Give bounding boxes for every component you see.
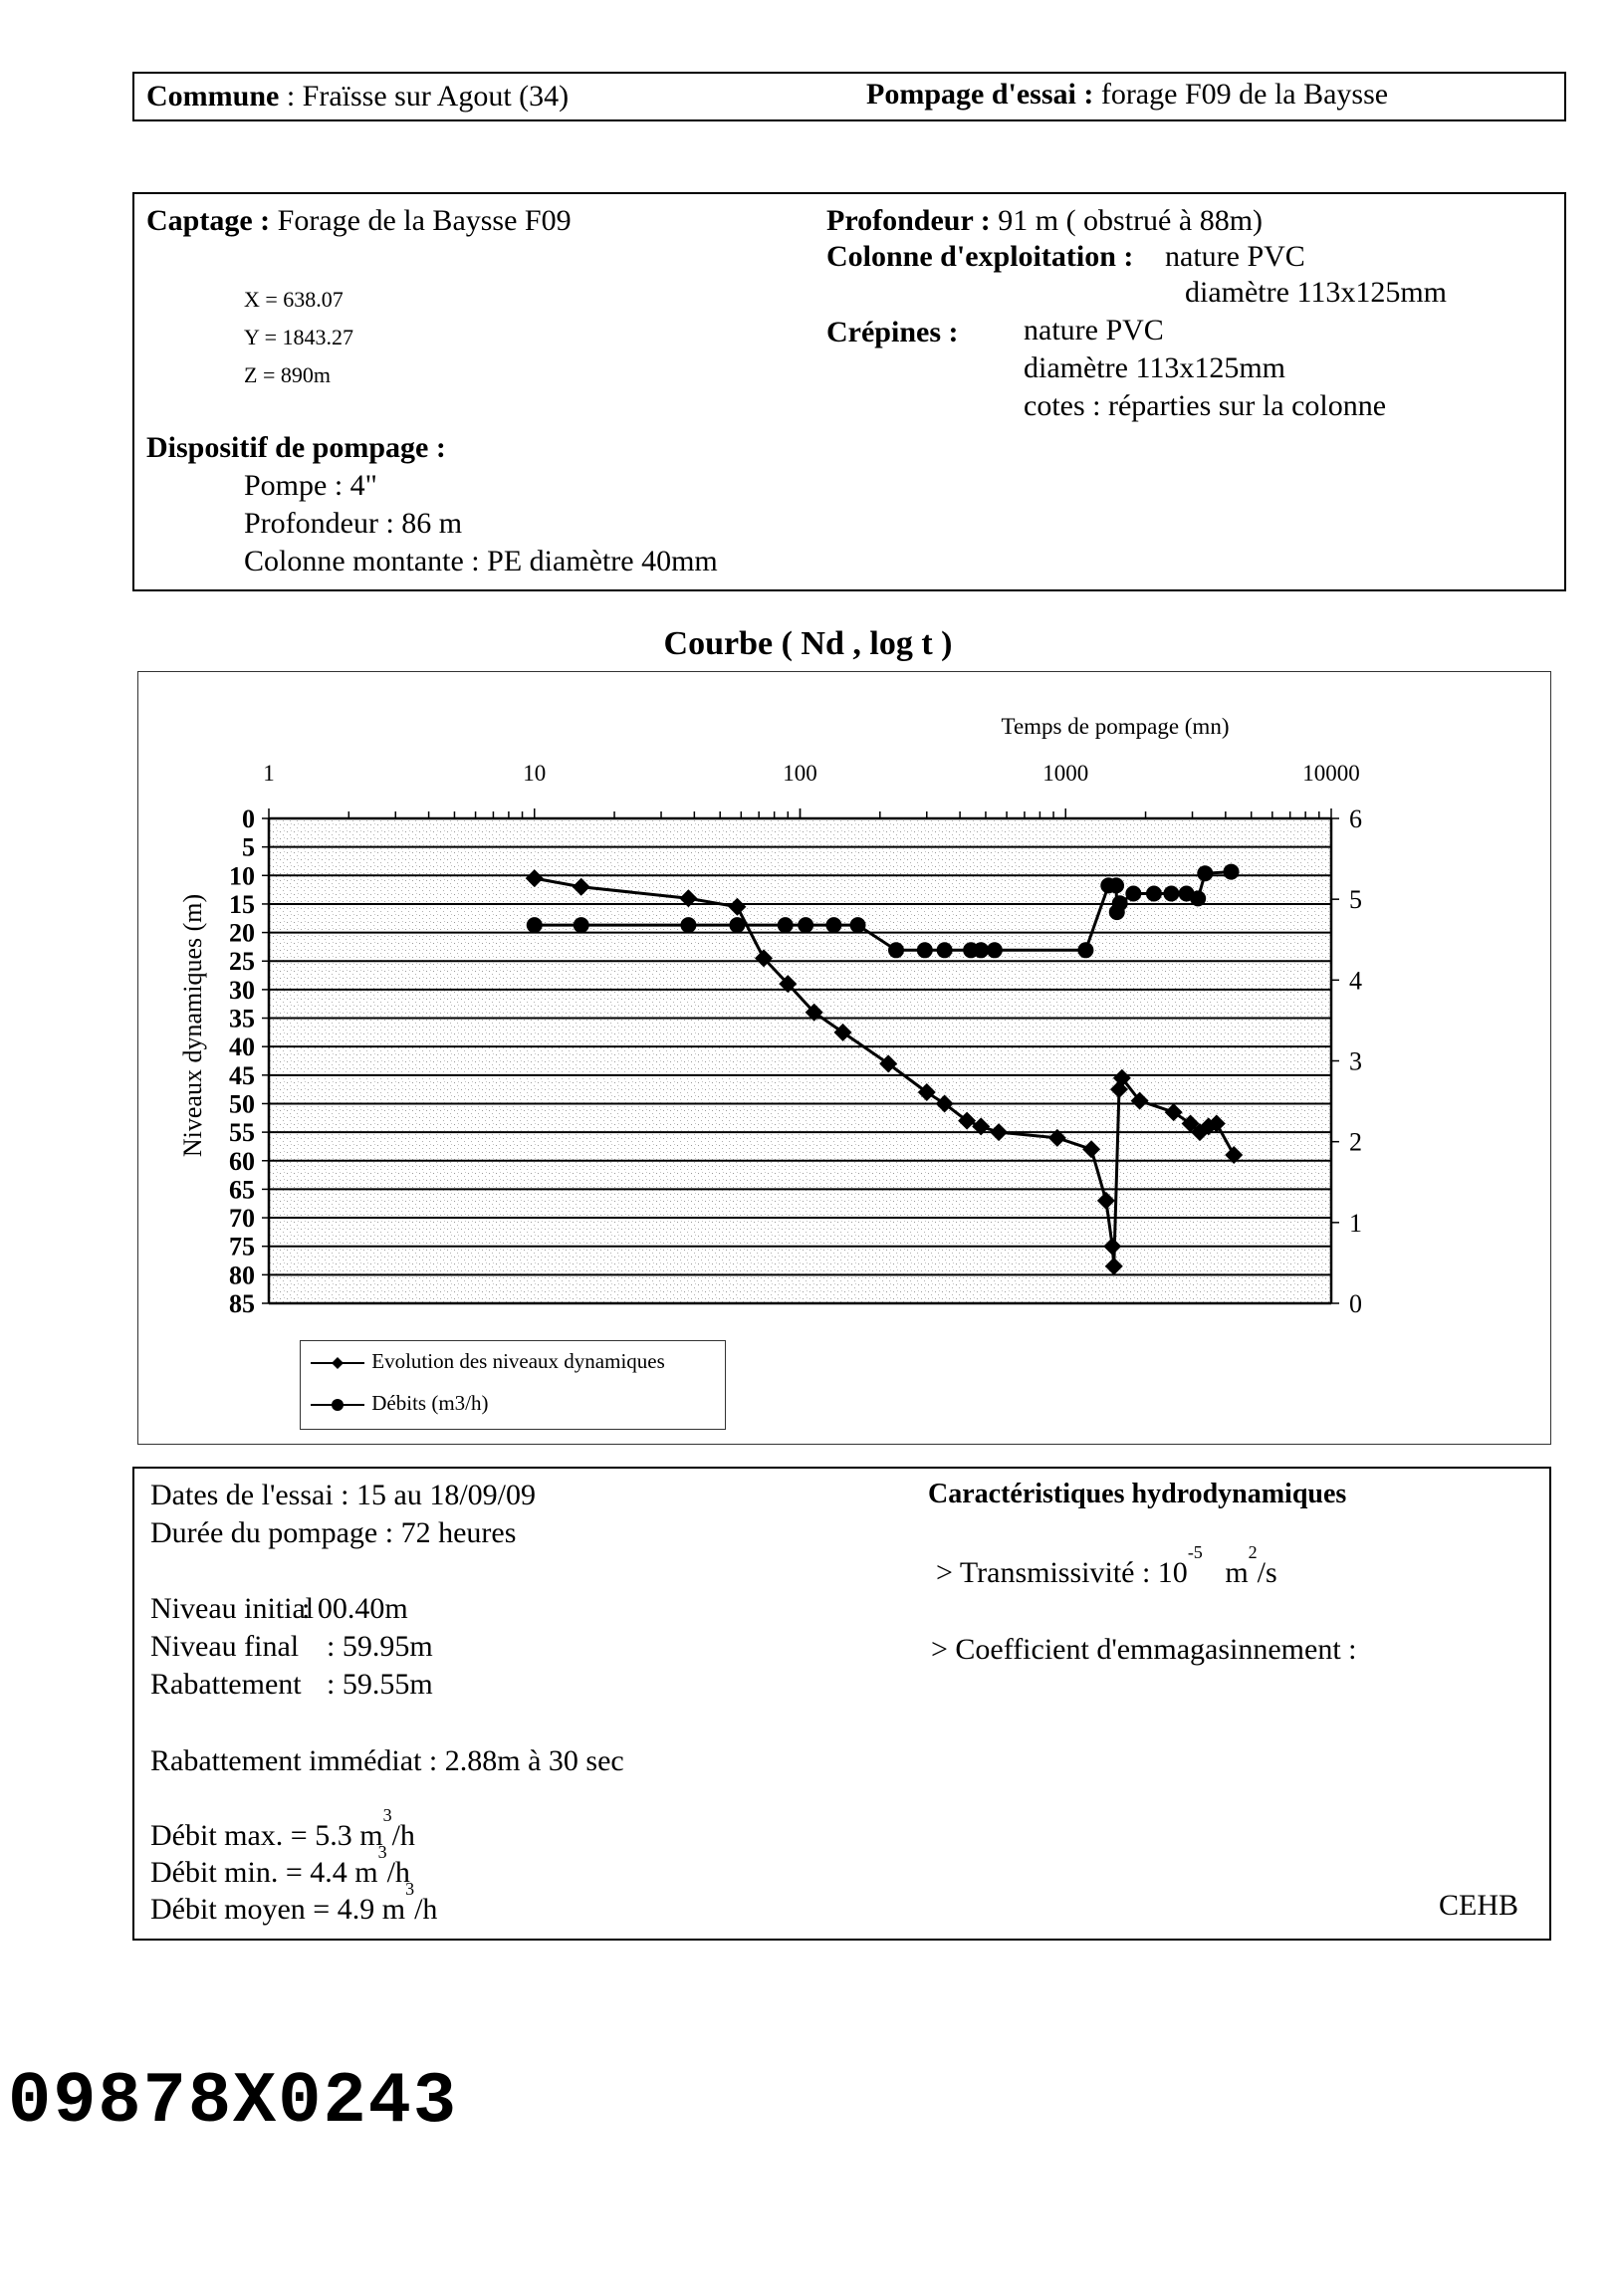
x-tick-label: 10000 [1302,761,1360,786]
crepines-label: Crépines : [826,316,959,348]
debit-max-text: Débit max. = 5.3 m [150,1819,383,1852]
circle-marker-icon [937,942,953,958]
profondeur-value: 91 m ( obstrué à 88m) [990,204,1264,237]
debit-min [150,1842,410,1890]
coord-y: Y = 1843.27 [244,325,353,349]
y-tick-label: 5 [242,832,255,862]
results-box [132,1467,1551,1941]
transmissivite-label: > Transmissivité : 10 [936,1556,1188,1589]
y2-tick-label: 6 [1349,804,1362,833]
niveau-initial-label: Niveau initial [150,1592,315,1625]
y-axis-title: Niveaux dynamiques (m) [178,893,207,1158]
x-tick-label: 1 [263,761,275,786]
chart-title: Courbe ( Nd , log t ) [663,625,953,662]
y-tick-label: 55 [229,1118,255,1148]
commune-value: : Fraïsse sur Agout (34) [279,80,570,113]
carac-title: Caractéristiques hydrodynamiques [928,1479,1347,1509]
y-tick-label: 50 [229,1089,255,1119]
niveau-final-label: Niveau final [150,1630,300,1663]
colonne-label: Colonne d'exploitation : [826,240,1134,273]
legend-label-debits: Débits (m3/h) [371,1391,489,1415]
y2-tick-label: 5 [1349,885,1362,915]
circle-marker-icon [1077,942,1093,958]
y-tick-label: 70 [229,1204,255,1234]
captage-value: Forage de la Baysse F09 [270,204,572,237]
dispositif-label: Dispositif de pompage : [146,431,446,464]
y-tick-label: 10 [229,861,255,891]
y-tick-label: 80 [229,1261,255,1290]
y-tick-label: 20 [229,918,255,948]
debit-max [150,1805,415,1853]
transmissivite-unit: m [1202,1556,1249,1589]
commune-label: Commune [146,80,280,113]
circle-marker-icon [1125,885,1141,901]
rabattement-label: Rabattement [150,1668,302,1701]
y-tick-label: 25 [229,947,255,977]
x-axis-title: Temps de pompage (mn) [1001,714,1230,739]
debit-max-unit-sup: 3 [382,1805,392,1826]
y2-tick-label: 3 [1349,1046,1362,1076]
coefficient-emmagasinnement: > Coefficient d'emmagasinnement : [931,1633,1357,1666]
circle-marker-icon [850,917,866,933]
circle-marker-icon [1190,890,1206,906]
transmissivite [936,1542,1277,1590]
y-tick-label: 30 [229,975,255,1005]
debit-min-unit-sup: 3 [377,1842,387,1863]
y-tick-label: 15 [229,889,255,919]
circle-marker-icon [1224,864,1240,880]
circle-marker-icon [1146,885,1162,901]
debit-max-unit-tail: /h [391,1819,415,1852]
circle-marker-icon [825,917,841,933]
circle-marker-icon [1108,877,1124,893]
pompage-value: forage F09 de la Baysse [1093,78,1389,111]
signature: CEHB [1439,1889,1519,1922]
crepines-nature: nature PVC [1024,314,1164,346]
crepines-cotes: cotes : réparties sur la colonne [1024,389,1387,422]
y2-tick-label: 2 [1349,1127,1362,1157]
circle-marker-icon [778,917,794,933]
dates-essai: Dates de l'essai : 15 au 18/09/09 [150,1479,536,1511]
y-tick-label: 75 [229,1232,255,1262]
y-tick-label: 40 [229,1033,255,1062]
diamond-marker-icon [309,1353,366,1373]
circle-marker-icon [574,917,589,933]
circle-marker-icon [973,942,989,958]
legend-label-niveaux: Evolution des niveaux dynamiques [371,1349,665,1373]
dispositif-colonne: Colonne montante : PE diamètre 40mm [244,545,718,577]
y-tick-label: 35 [229,1004,255,1033]
rabattement-value: : 59.55m [327,1668,433,1701]
y-tick-label: 45 [229,1060,255,1090]
debit-min-text: Débit min. = 4.4 m [150,1856,378,1889]
coord-z: Z = 890m [244,362,331,387]
captage-label: Captage : [146,204,271,237]
y-tick-label: 65 [229,1175,255,1205]
circle-marker-icon [527,917,543,933]
y2-tick-label: 1 [1349,1208,1362,1238]
debit-moyen-unit-sup: 3 [405,1879,415,1900]
debit-min-unit-tail: /h [386,1856,410,1889]
x-tick-label: 1000 [1042,761,1089,786]
debit-moyen-unit-tail: /h [414,1893,438,1926]
circle-marker-icon [1112,895,1128,911]
coord-x: X = 638.07 [244,287,344,312]
circle-marker-icon [987,942,1003,958]
crepines-diametre: diamètre 113x125mm [1024,351,1285,384]
x-tick-label: 10 [523,761,547,786]
circle-marker-icon [798,917,813,933]
colonne-diametre: diamètre 113x125mm [1185,276,1447,309]
transmissivite-exp: -5 [1187,1542,1203,1563]
y-tick-label: 60 [229,1146,255,1176]
dispositif-profondeur: Profondeur : 86 m [244,507,463,540]
legend-item-niveaux [309,1349,665,1374]
debit-moyen-text: Débit moyen = 4.9 m [150,1893,406,1926]
y-tick-label: 0 [242,804,255,833]
transmissivite-unit-sup: 2 [1248,1542,1258,1563]
colonne-nature: nature PVC [1165,240,1305,273]
x-tick-label: 100 [783,761,817,786]
duree-pompage: Durée du pompage : 72 heures [150,1516,517,1549]
rabattement-immediat: Rabattement immédiat : 2.88m à 30 sec [150,1744,624,1777]
y2-tick-label: 4 [1349,966,1362,996]
legend-item-debits [309,1391,488,1416]
circle-marker-icon [1197,865,1213,881]
chart-legend [300,1340,726,1430]
transmissivite-unit-tail: /s [1257,1556,1277,1589]
niveau-final-value: : 59.95m [327,1630,433,1663]
profondeur-label: Profondeur : [826,204,991,237]
dispositif-pompe: Pompe : 4" [244,469,377,502]
y2-tick-label: 0 [1349,1289,1362,1318]
pompage-label: Pompage d'essai : [866,78,1094,111]
circle-marker-icon [917,942,933,958]
circle-marker-icon [729,917,745,933]
debit-moyen [150,1879,438,1927]
circle-marker-icon [1163,885,1179,901]
circle-marker-icon [888,942,904,958]
circle-marker-icon [680,917,696,933]
circle-marker-icon [309,1395,366,1415]
y-tick-label: 85 [229,1289,255,1318]
niveau-initial-value: : 00.40m [302,1592,408,1625]
document-code: 09878X0243 [8,2061,459,2143]
